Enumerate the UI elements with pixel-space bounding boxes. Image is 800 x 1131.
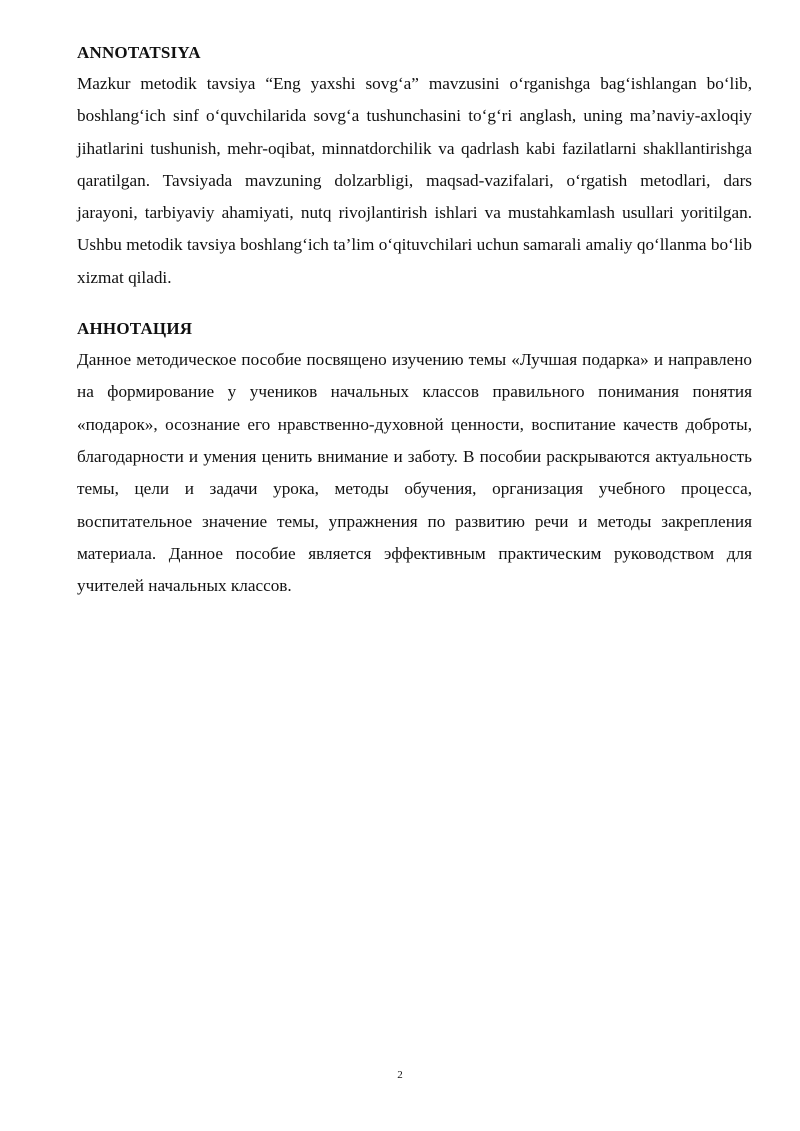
- document-page: [77, 42, 752, 602]
- annotation-ru-body: Данное методическое пособие посвящено изучению темы «Лучшая подарка» и направлено на формирование у учеников начальных классов правильного понимания понятия «подарок», осознание его нравственно-духовной ценности, воспитание качеств доброты, благодарности и умения ценить внимание и заботу. В пособии раскрываются актуальность темы, цели и задачи урока, методы обучения, организация учебного процесса, воспитательное значение темы, упражнения по развитию речи и методы закрепления материала. Данное пособие является эффективным практическим руководством для учителей начальных классов.: [77, 350, 752, 596]
- annotation-uz-section: [77, 42, 752, 294]
- page-number: 2: [397, 1069, 403, 1081]
- annotation-uz-title: ANNOTATSIYA: [77, 43, 201, 62]
- annotation-ru-section: [77, 318, 752, 602]
- annotation-uz-body: Mazkur metodik tavsiya “Eng yaxshi sovg‘a” mavzusini o‘rganishga bag‘ishlangan bo‘lib, boshlang‘ich sinf o‘quvchilarida sovg‘a tushunchasini to‘g‘ri anglash, uning ma’naviy-axloqiy jihatlarini tushunish, mehr-oqibat, minnatdorchilik va qadrlash kabi fazilatlarni shakllantirishga qaratilgan. Tavsiyada mavzuning dolzarbligi, maqsad-vazifalari, o‘rgatish metodlari, dars jarayoni, tarbiyaviy ahamiyati, nutq rivojlantirish ishlari va mustahkamlash usullari yoritilgan. Ushbu metodik tavsiya boshlang‘ich ta’lim o‘qituvchilari uchun samarali amaliy qo‘llanma bo‘lib xizmat qiladi.: [77, 74, 752, 287]
- annotation-ru-title: АННОТАЦИЯ: [77, 319, 193, 339]
